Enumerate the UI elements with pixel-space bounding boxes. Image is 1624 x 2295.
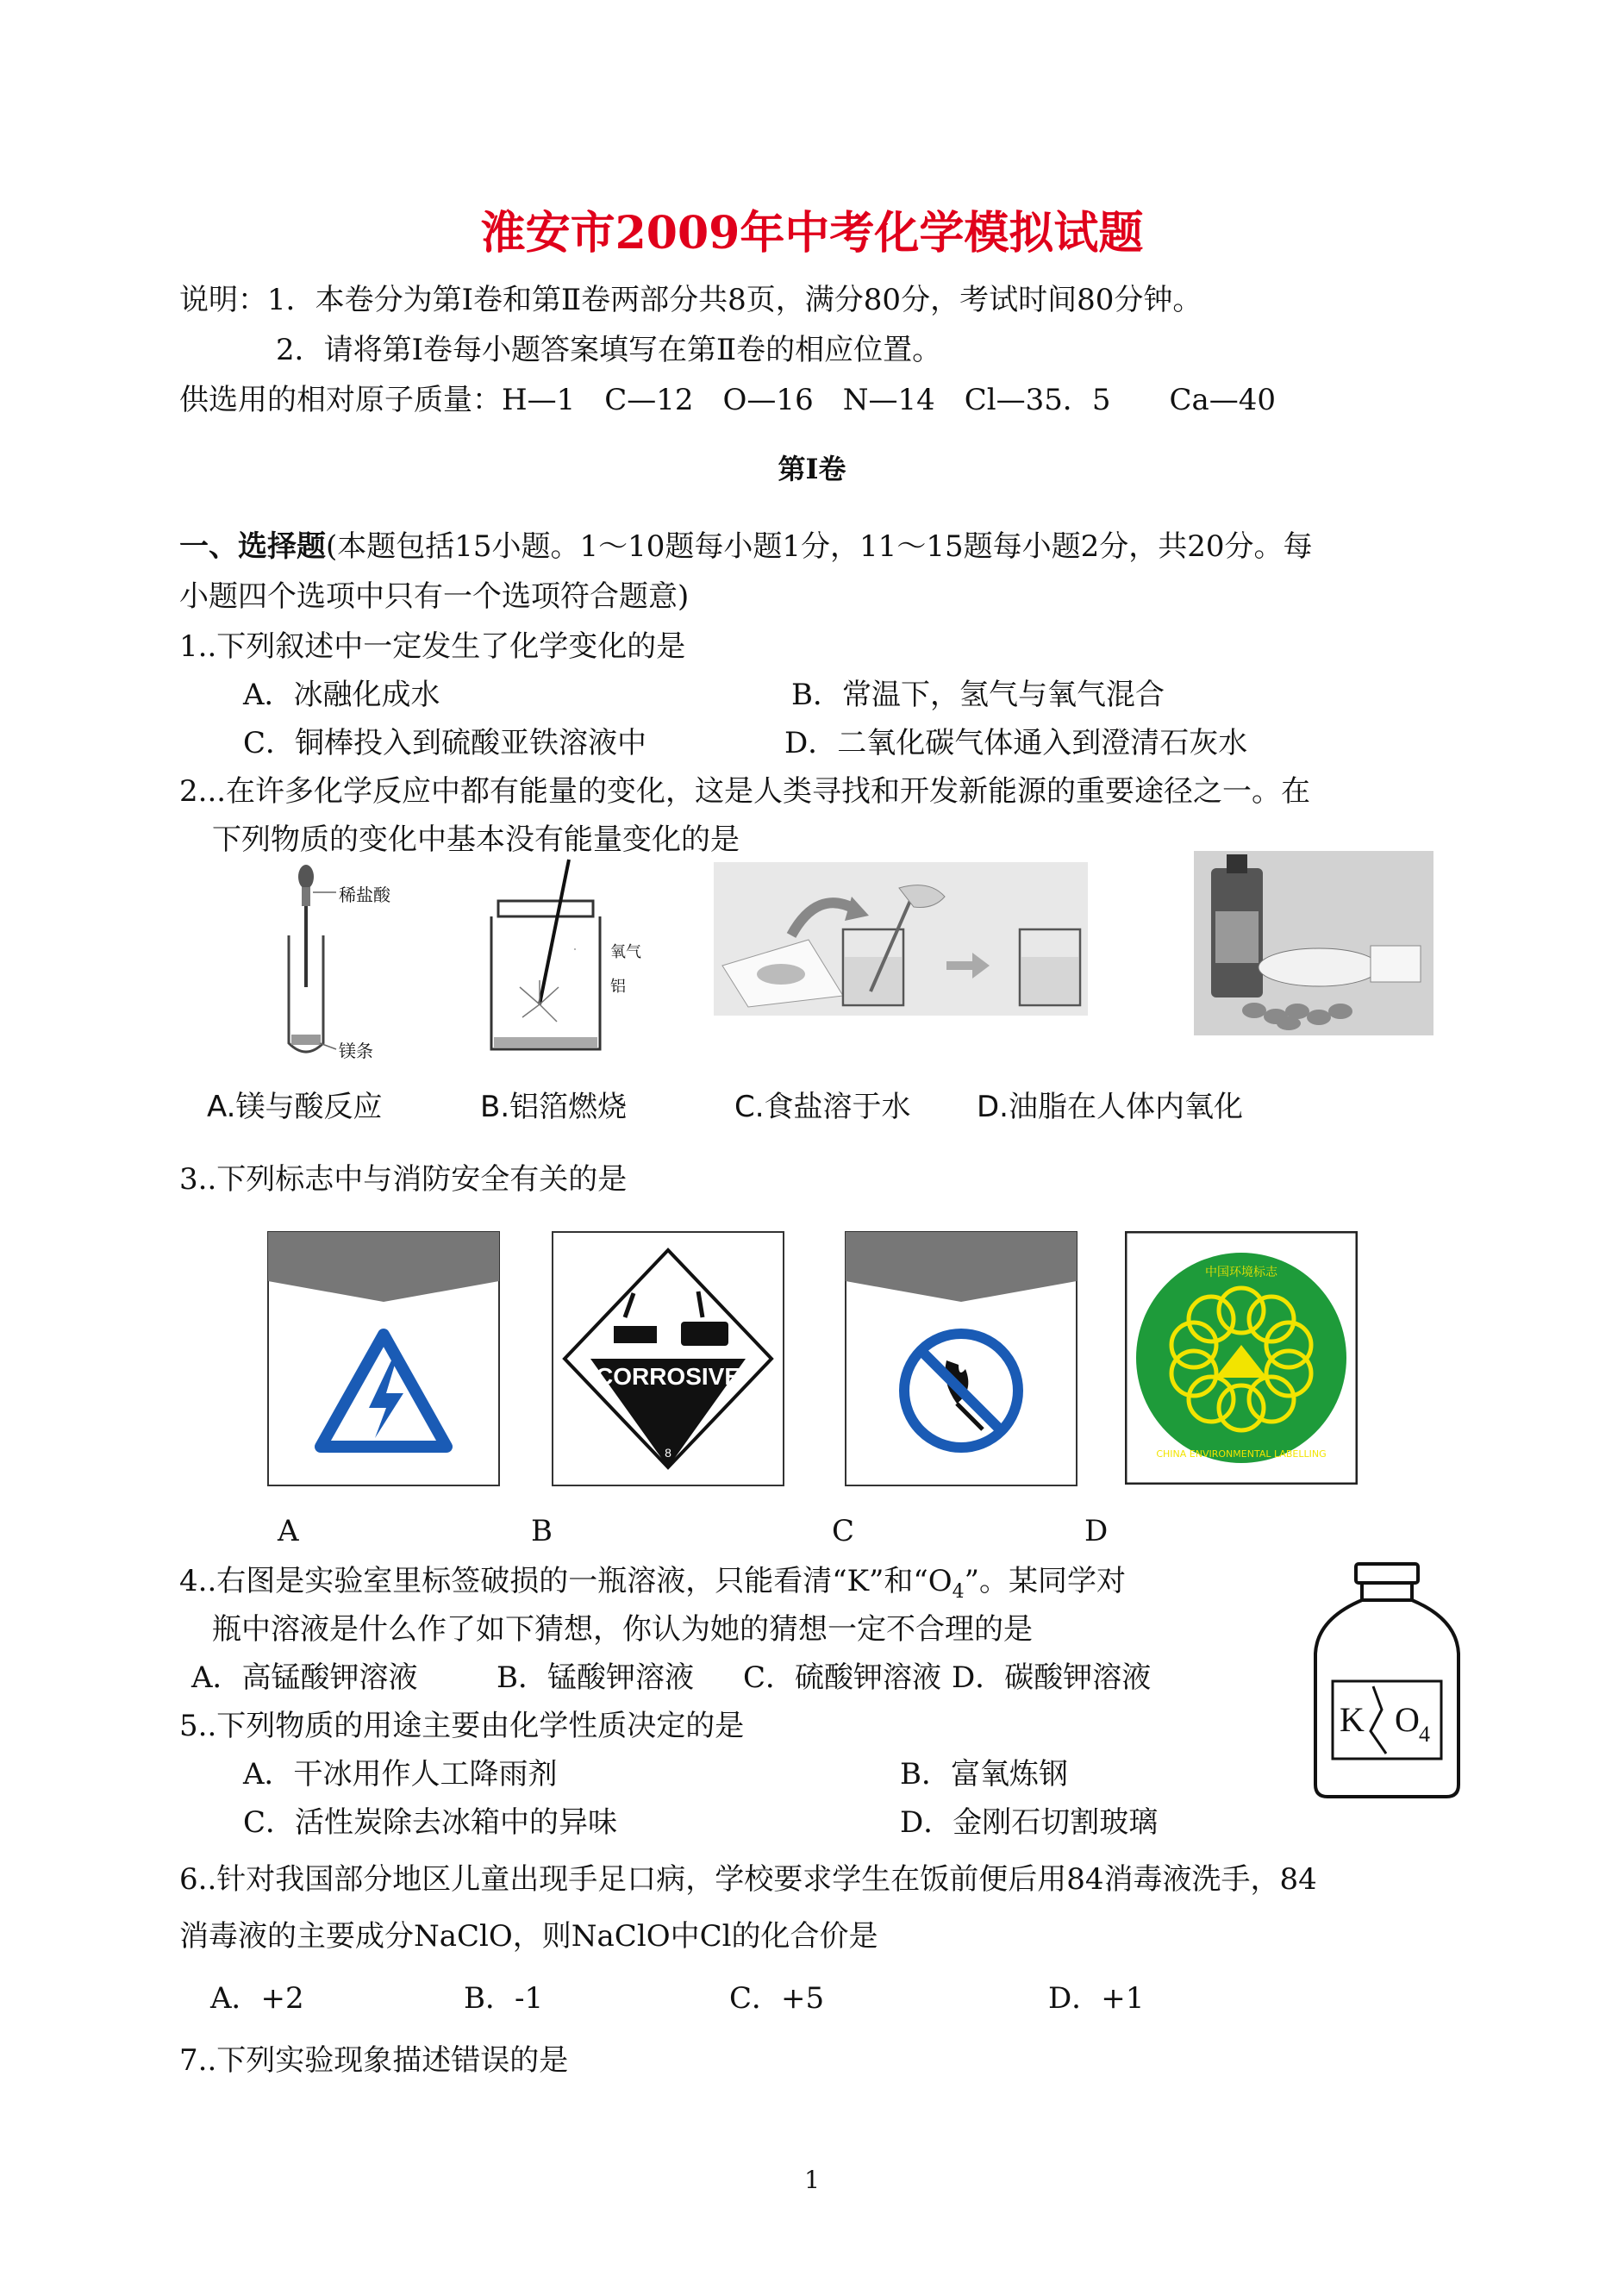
q3-sign-b-corrosive-text: CORROSIVE [595, 1363, 741, 1390]
q1-option-c: C．铜棒投入到硫酸亚铁溶液中 [243, 726, 647, 760]
q1-option-a: A．冰融化成水 [243, 678, 440, 712]
q4-option-c: C．硫酸钾溶液 [743, 1660, 942, 1695]
q4-option-a: A．高锰酸钾溶液 [191, 1660, 418, 1695]
q4-stem-sub: 4 [952, 1580, 965, 1603]
notes-line-1: 说明：1．本卷分为第Ⅰ卷和第Ⅱ卷两部分共8页，满分80分，考试时间80分钟。 [179, 283, 1202, 317]
q3-sign-d-bottom-text: CHINA ENVIRONMENTAL LABELLING [1156, 1448, 1327, 1460]
page-number: 1 [804, 2166, 820, 2194]
section-1-heading-line [179, 529, 1312, 564]
q3-sign-c-no-fire-icon [845, 1231, 1077, 1486]
q3-sign-d-eco-label-icon [1125, 1231, 1358, 1485]
q2-fig-a-label-acid: 稀盐酸 [339, 885, 390, 905]
q6-option-a: A．+2 [210, 1981, 304, 2016]
q2-stem-1: 2...在许多化学反应中都有能量的变化，这是人类寻找和开发新能源的重要途径之一。在 [179, 774, 1311, 809]
q4-stem-1-text: 4..右图是实验室里标签破损的一瓶溶液，只能看清“K”和“O [179, 1564, 953, 1598]
q1-option-d: D．二氧化碳气体通入到澄清石灰水 [784, 726, 1248, 760]
q2-figure-d [1194, 851, 1433, 1035]
notes-line-2: 2．请将第Ⅰ卷每小题答案填写在第Ⅱ卷的相应位置。 [276, 333, 942, 367]
q6-stem-1: 6..针对我国部分地区儿童出现手足口病，学校要求学生在饭前便后用84消毒液洗手，84 [179, 1862, 1317, 1897]
section-1-desc-2: 小题四个选项中只有一个选项符合题意) [179, 579, 690, 614]
page-title: 淮安市2009年中考化学模拟试题 [480, 207, 1144, 260]
q2-fig-b-label-al: 铝 [610, 978, 626, 996]
q2-stem-2: 下列物质的变化中基本没有能量变化的是 [212, 822, 740, 857]
q5-stem: 5..下列物质的用途主要由化学性质决定的是 [179, 1709, 745, 1743]
q3-label-d: D [1084, 1514, 1109, 1548]
q4-option-d: D．碳酸钾溶液 [952, 1660, 1152, 1695]
part-label: 第Ⅰ卷 [778, 453, 846, 485]
q4-bottle-sub: 4 [1419, 1722, 1430, 1747]
q5-option-c: C．活性炭除去冰箱中的异味 [243, 1805, 618, 1840]
q5-option-d: D．金刚石切割玻璃 [900, 1805, 1159, 1840]
q4-stem-2: 瓶中溶液是什么作了如下猜想，你认为她的猜想一定不合理的是 [212, 1612, 1033, 1647]
q6-option-b: B．-1 [464, 1981, 544, 2016]
q5-option-a: A．干冰用作人工降雨剂 [243, 1757, 558, 1792]
q4-bottle-k: K [1340, 1700, 1365, 1739]
q4-stem-1-end: ”。某同学对 [964, 1564, 1127, 1598]
q2-figure-c [714, 862, 1088, 1016]
q2-fig-a-label-mg: 镁条 [339, 1041, 373, 1061]
section-1-desc: (本题包括15小题。1～10题每小题1分，11～15题每小题2分，共20分。每 [326, 529, 1313, 564]
q2-option-b: B.铝箔燃烧 [480, 1090, 628, 1124]
q4-bottle-icon [1309, 1559, 1465, 1802]
q2-option-c: C.食盐溶于水 [734, 1090, 911, 1124]
q6-option-c: C．+5 [729, 1981, 825, 2016]
section-1-heading: 一、选择题 [179, 529, 326, 564]
q3-label-a: A [278, 1514, 299, 1548]
q1-option-b: B．常温下，氢气与氧气混合 [791, 678, 1165, 712]
q1-stem: 1..下列叙述中一定发生了化学变化的是 [179, 629, 686, 664]
atomic-mass-line: 供选用的相对原子质量：H—1 C—12 O—16 N—14 Cl—35．5 Ca—40 [179, 383, 1277, 417]
q7-stem: 7..下列实验现象描述错误的是 [179, 2043, 569, 2078]
q4-option-b: B．锰酸钾溶液 [497, 1660, 694, 1695]
q3-sign-b-class: 8 [665, 1446, 671, 1460]
q2-option-d: D.油脂在人体内氧化 [977, 1090, 1243, 1124]
q3-label-b: B [531, 1514, 553, 1548]
q4-stem-1 [179, 1564, 1126, 1610]
q3-label-c: C [832, 1514, 855, 1548]
q3-sign-b-corrosive-icon [552, 1231, 784, 1486]
q2-option-a: A.镁与酸反应 [207, 1090, 383, 1124]
q2-fig-b-label-o2: 氧气 [610, 943, 641, 961]
q3-stem: 3..下列标志中与消防安全有关的是 [179, 1162, 628, 1197]
q5-option-b: B．富氧炼钢 [900, 1757, 1068, 1792]
q3-sign-a-electric-hazard-icon [267, 1231, 500, 1486]
q4-bottle-o: O [1395, 1700, 1420, 1739]
q6-option-d: D．+1 [1048, 1981, 1145, 2016]
q6-stem-2: 消毒液的主要成分NaClO，则NaClO中Cl的化合价是 [179, 1919, 878, 1954]
q3-sign-d-top-text: 中国环境标志 [1205, 1266, 1277, 1279]
